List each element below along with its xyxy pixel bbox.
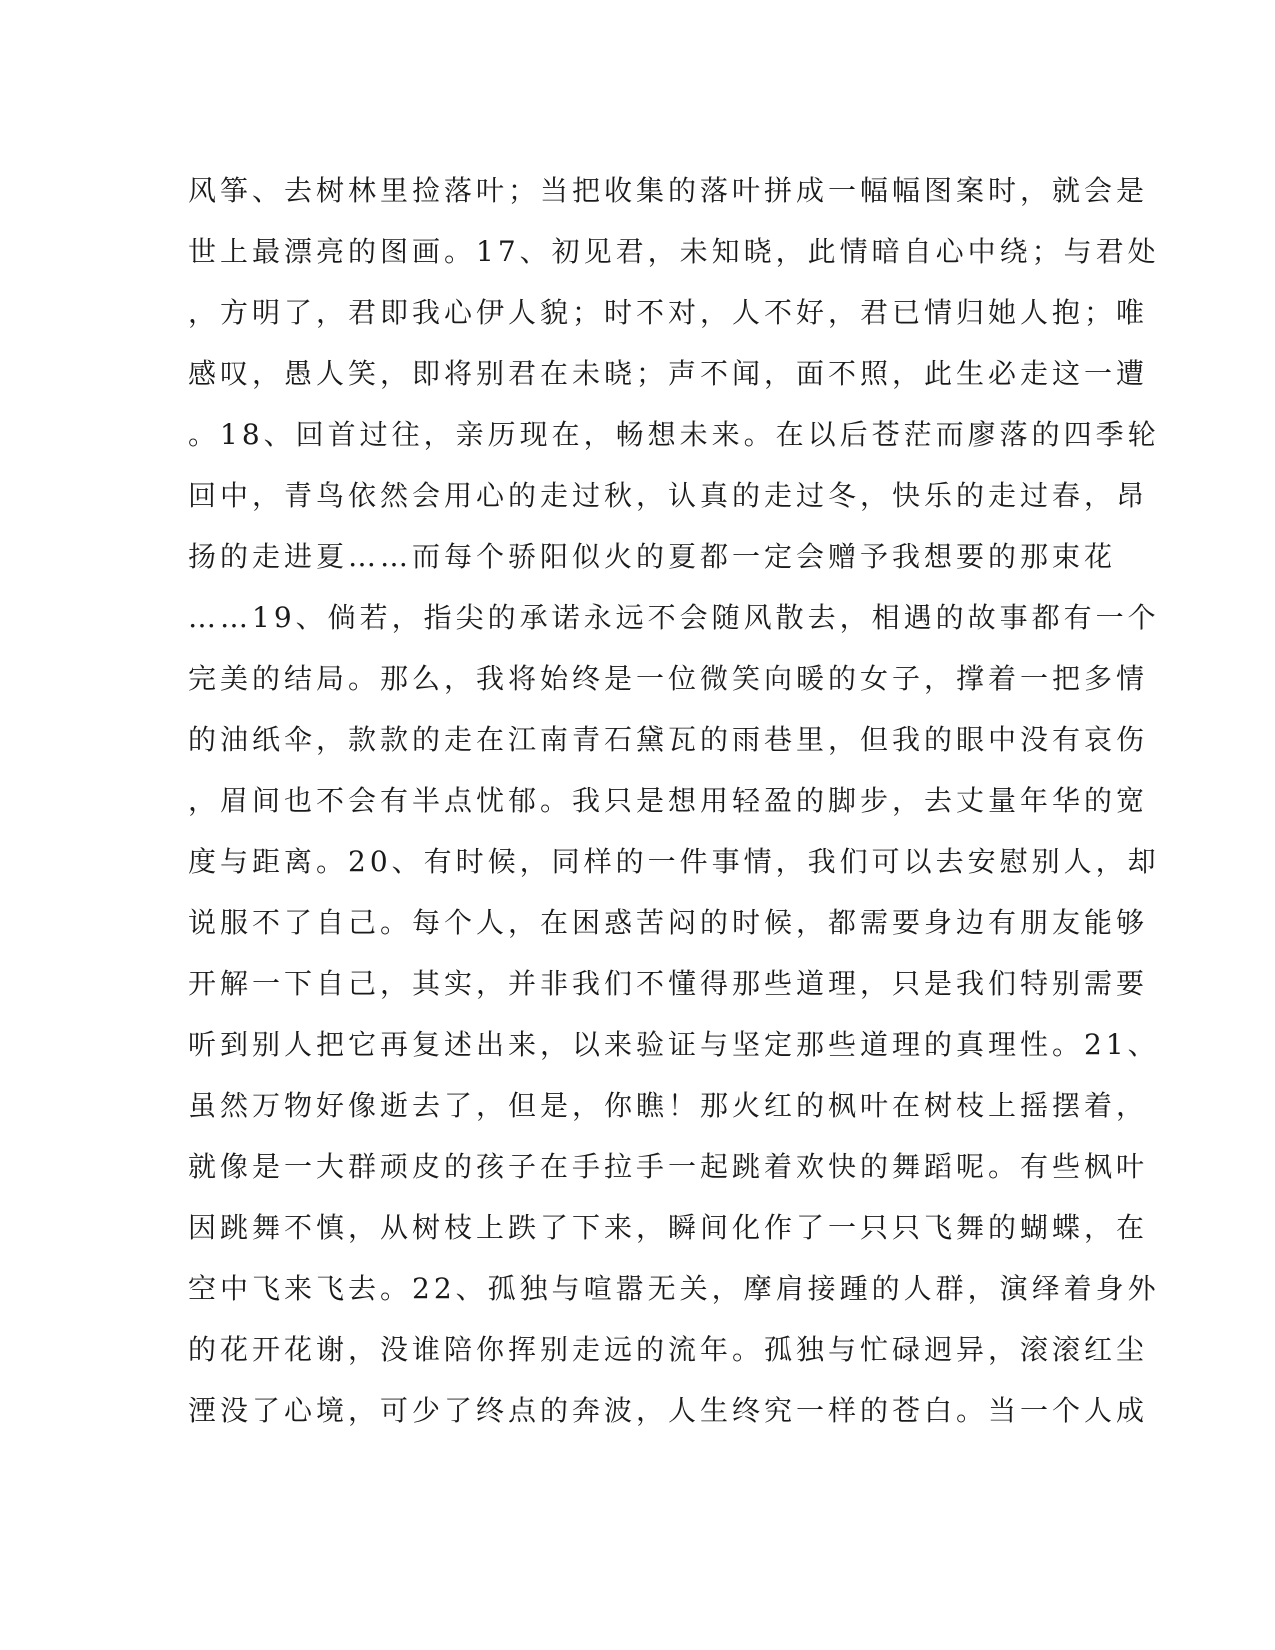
text-line: 扬的走进夏……而每个骄阳似火的夏都一定会赠予我想要的那束花	[188, 540, 1117, 573]
text-line: 因跳舞不慎，从树枝上跌了下来，瞬间化作了一只只飞舞的蝴蝶，在	[188, 1211, 1149, 1244]
text-line: 湮没了心境，可少了终点的奔波，人生终究一样的苍白。当一个人成	[188, 1394, 1149, 1427]
text-line: 的油纸伞，款款的走在江南青石黛瓦的雨巷里，但我的眼中没有哀伤	[188, 723, 1149, 756]
text-line: 。18、回首过往，亲历现在，畅想未来。在以后苍茫而廖落的四季轮	[188, 418, 1160, 451]
text-line: 回中，青鸟依然会用心的走过秋，认真的走过冬，快乐的走过春，昂	[188, 479, 1149, 512]
text-line: 的花开花谢，没谁陪你挥别走远的流年。孤独与忙碌迥异，滚滚红尘	[188, 1333, 1149, 1366]
text-line: ，方明了，君即我心伊人貌；时不对，人不好，君已情归她人抱；唯	[188, 296, 1149, 329]
text-line: 开解一下自己，其实，并非我们不懂得那些道理，只是我们特别需要	[188, 967, 1149, 1000]
text-line: 完美的结局。那么，我将始终是一位微笑向暖的女子，撑着一把多情	[188, 662, 1149, 695]
text-line: 世上最漂亮的图画。17、初见君，未知晓，此情暗自心中绕；与君处	[188, 235, 1160, 268]
text-line: ，眉间也不会有半点忧郁。我只是想用轻盈的脚步，去丈量年华的宽	[188, 784, 1149, 817]
text-line: 就像是一大群顽皮的孩子在手拉手一起跳着欢快的舞蹈呢。有些枫叶	[188, 1150, 1149, 1183]
text-line: 度与距离。20、有时候，同样的一件事情，我们可以去安慰别人，却	[188, 845, 1160, 878]
text-line: 感叹，愚人笑，即将别君在未晓；声不闻，面不照，此生必走这一遭	[188, 357, 1149, 390]
text-line: ……19、倘若，指尖的承诺永远不会随风散去，相遇的故事都有一个	[188, 601, 1160, 634]
text-line: 虽然万物好像逝去了，但是，你瞧！那火红的枫叶在树枝上摇摆着，	[188, 1089, 1149, 1122]
text-line: 听到别人把它再复述出来，以来验证与坚定那些道理的真理性。21、	[188, 1028, 1160, 1061]
text-line: 空中飞来飞去。22、孤独与喧嚣无关，摩肩接踵的人群，演绎着身外	[188, 1272, 1160, 1305]
text-line: 说服不了自己。每个人，在困惑苦闷的时候，都需要身边有朋友能够	[188, 906, 1149, 939]
text-line: 风筝、去树林里捡落叶；当把收集的落叶拼成一幅幅图案时，就会是	[188, 174, 1149, 207]
body-text	[188, 160, 1160, 1441]
